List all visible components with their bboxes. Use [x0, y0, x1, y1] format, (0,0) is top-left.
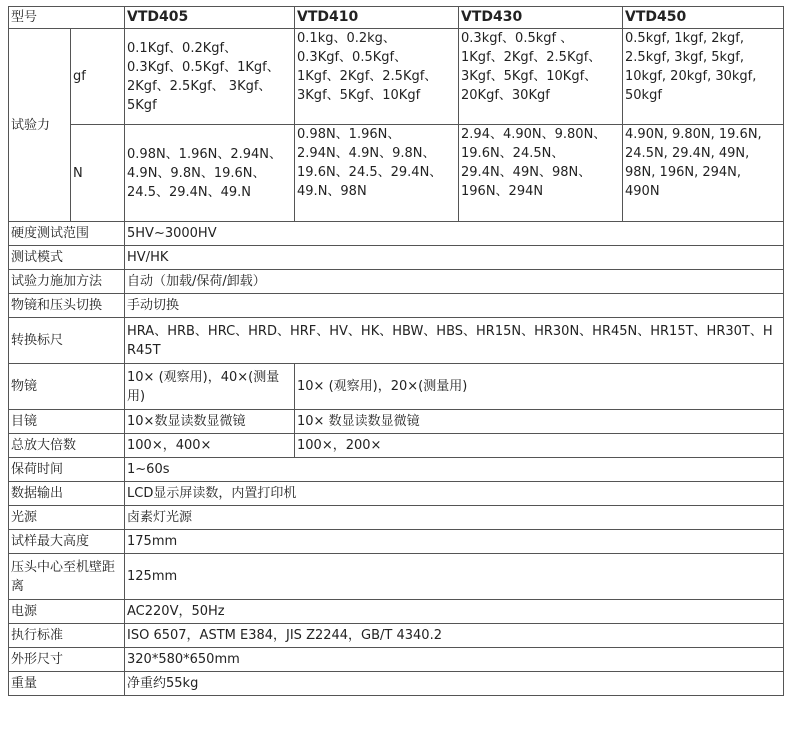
gf-unit-label: gf	[71, 29, 125, 125]
test-mode-row	[9, 246, 784, 270]
weight-value: 净重约55kg	[125, 672, 784, 696]
power-label: 电源	[9, 600, 125, 624]
eyepiece-row	[9, 410, 784, 434]
gf-vtd405: 0.1Kgf、0.2Kgf、 0.3Kgf、0.5Kgf、1Kgf、 2Kgf、2.5Kgf、 3Kgf、 5Kgf	[125, 29, 295, 125]
test-mode-label: 测试模式	[9, 246, 125, 270]
n-vtd410: 0.98N、1.96N、 2.94N、4.9N、9.8N、 19.6N、24.5、29.4N、 49.N、98N	[295, 125, 459, 222]
force-method-row	[9, 270, 784, 294]
weight-label: 重量	[9, 672, 125, 696]
test-force-label: 试验力	[9, 29, 71, 222]
dimensions-value: 320*580*650mm	[125, 648, 784, 672]
data-output-label: 数据输出	[9, 482, 125, 506]
turret-value: 手动切换	[125, 294, 784, 318]
dwell-time-label: 保荷时间	[9, 458, 125, 482]
eyepiece-value-b: 10× 数显读数显微镜	[295, 410, 784, 434]
objective-value-b: 10× (观察用)，20×(测量用)	[295, 364, 784, 410]
throat-value: 125mm	[125, 554, 784, 600]
hardness-range-label: 硬度测试范围	[9, 222, 125, 246]
conversion-row	[9, 318, 784, 364]
model-label-cell: 型号	[9, 7, 125, 29]
gf-vtd430: 0.3kgf、0.5kgf 、 1Kgf、2Kgf、2.5Kgf、 3Kgf、5Kgf、10Kgf、 20Kgf、30Kgf	[459, 29, 623, 125]
magnification-label: 总放大倍数	[9, 434, 125, 458]
dimensions-row	[9, 648, 784, 672]
light-source-label: 光源	[9, 506, 125, 530]
light-source-value: 卤素灯光源	[125, 506, 784, 530]
gf-vtd410: 0.1kg、0.2kg、 0.3Kgf、0.5Kgf、 1Kgf、2Kgf、2.5Kgf、 3Kgf、5Kgf、10Kgf	[295, 29, 459, 125]
standard-value: ISO 6507，ASTM E384，JIS Z2244，GB/T 4340.2	[125, 624, 784, 648]
weight-row	[9, 672, 784, 696]
turret-label: 物镜和压头切换	[9, 294, 125, 318]
data-output-value: LCD显示屏读数，内置打印机	[125, 482, 784, 506]
conversion-value: HRA、HRB、HRC、HRD、HRF、HV、HK、HBW、HBS、HR15N、HR30N、HR45N、HR15T、HR30T、HR45T	[125, 318, 784, 364]
standard-label: 执行标准	[9, 624, 125, 648]
power-row	[9, 600, 784, 624]
magnification-value-a: 100×，400×	[125, 434, 295, 458]
magnification-value-b: 100×，200×	[295, 434, 784, 458]
model-vtd410: VTD410	[295, 7, 459, 29]
light-source-row	[9, 506, 784, 530]
test-mode-value: HV/HK	[125, 246, 784, 270]
header-row	[9, 7, 784, 29]
dwell-time-value: 1~60s	[125, 458, 784, 482]
n-vtd405: 0.98N、1.96N、2.94N、 4.9N、9.8N、19.6N、 24.5、29.4N、49.N	[125, 125, 295, 222]
n-vtd450: 4.90N, 9.80N, 19.6N, 24.5N, 29.4N, 49N, 98N, 196N, 294N, 490N	[623, 125, 784, 222]
objective-value-a: 10× (观察用)，40×(测量用)	[125, 364, 295, 410]
spec-table	[8, 6, 784, 696]
magnification-row	[9, 434, 784, 458]
hardness-range-value: 5HV~3000HV	[125, 222, 784, 246]
force-method-value: 自动（加载/保荷/卸载）	[125, 270, 784, 294]
turret-row	[9, 294, 784, 318]
test-force-gf-row	[9, 29, 784, 125]
eyepiece-value-a: 10×数显读数显微镜	[125, 410, 295, 434]
power-value: AC220V，50Hz	[125, 600, 784, 624]
objective-row	[9, 364, 784, 410]
test-force-n-row	[9, 125, 784, 222]
max-height-value: 175mm	[125, 530, 784, 554]
throat-row	[9, 554, 784, 600]
data-output-row	[9, 482, 784, 506]
n-unit-label: N	[71, 125, 125, 222]
model-vtd405: VTD405	[125, 7, 295, 29]
dwell-time-row	[9, 458, 784, 482]
max-height-row	[9, 530, 784, 554]
model-vtd450: VTD450	[623, 7, 784, 29]
n-vtd430: 2.94、4.90N、9.80N、 19.6N、24.5N、 29.4N、49N、98N、 196N、294N	[459, 125, 623, 222]
gf-vtd450: 0.5kgf, 1kgf, 2kgf, 2.5kgf, 3kgf, 5kgf, 10kgf, 20kgf, 30kgf, 50kgf	[623, 29, 784, 125]
conversion-label: 转换标尺	[9, 318, 125, 364]
objective-label: 物镜	[9, 364, 125, 410]
max-height-label: 试样最大高度	[9, 530, 125, 554]
hardness-range-row	[9, 222, 784, 246]
throat-label: 压头中心至机壁距离	[9, 554, 125, 600]
force-method-label: 试验力施加方法	[9, 270, 125, 294]
model-vtd430: VTD430	[459, 7, 623, 29]
eyepiece-label: 目镜	[9, 410, 125, 434]
standard-row	[9, 624, 784, 648]
dimensions-label: 外形尺寸	[9, 648, 125, 672]
